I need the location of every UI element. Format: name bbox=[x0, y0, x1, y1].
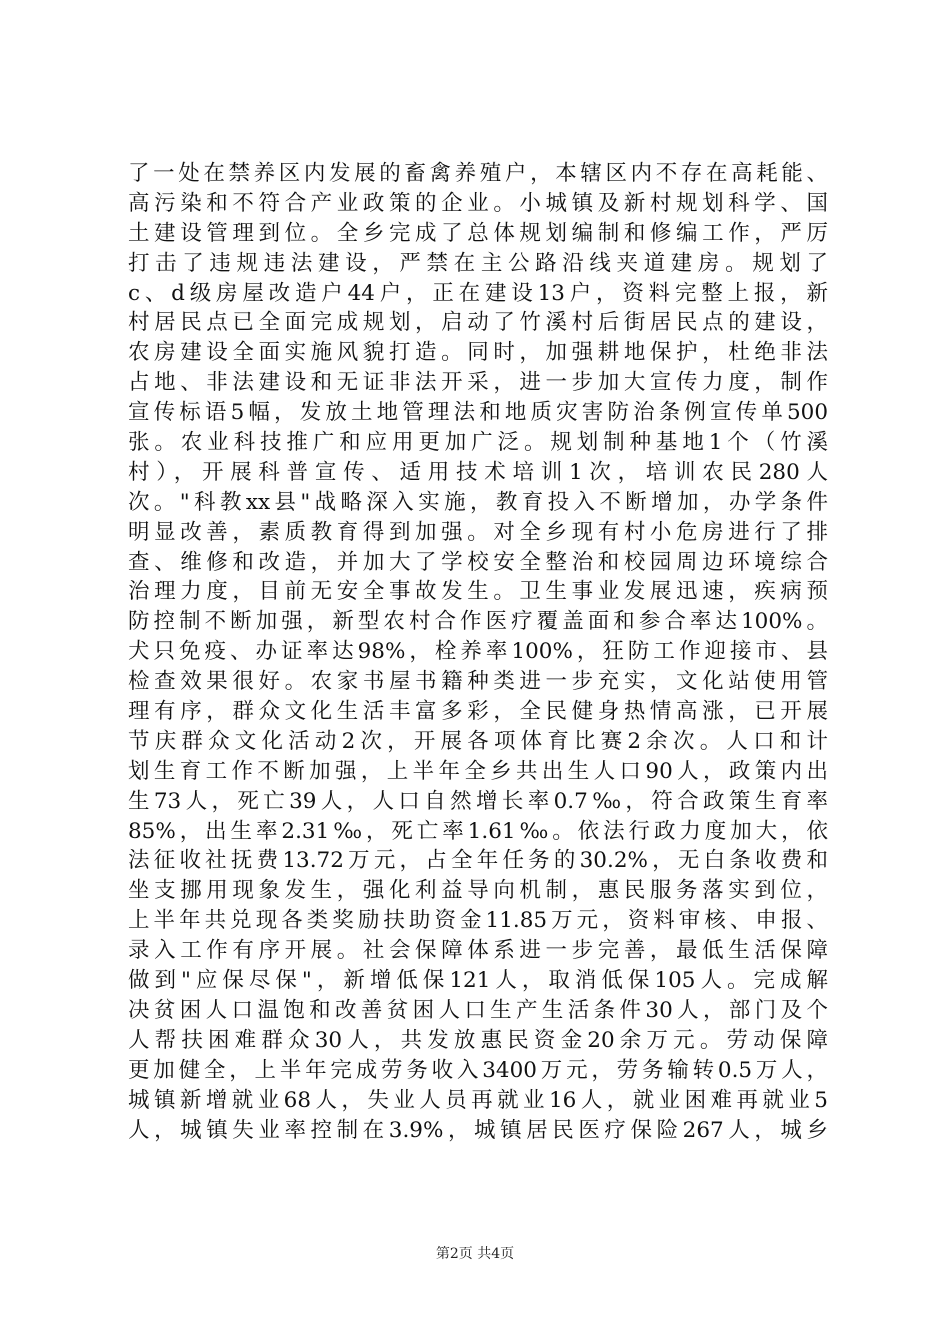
text-line: 上半年共兑现各类奖励扶助资金11.85万元，资料审核、申报、 bbox=[128, 908, 828, 934]
text-line: 明显改善，素质教育得到加强。对全乡现有村小危房进行了排 bbox=[128, 519, 828, 545]
text-line: 查、维修和改造，并加大了学校安全整治和校园周边环境综合 bbox=[128, 549, 828, 575]
text-line: 高污染和不符合产业政策的企业。小城镇及新村规划科学、国 bbox=[128, 190, 828, 216]
text-line: 犬只免疫、办证率达98%，栓养率100%，狂防工作迎接市、县 bbox=[128, 639, 828, 665]
text-line: 录入工作有序开展。社会保障体系进一步完善，最低生活保障 bbox=[128, 938, 828, 964]
text-line: 法征收社抚费13.72万元，占全年任务的30.2%，无白条收费和 bbox=[128, 848, 828, 874]
text-line: c、d级房屋改造户44户，正在建设13户，资料完整上报，新 bbox=[128, 280, 828, 306]
text-line: 治理力度，目前无安全事故发生。卫生事业发展迅速，疾病预 bbox=[128, 579, 828, 605]
text-line: 决贫困人口温饱和改善贫困人口生产生活条件30人，部门及个 bbox=[128, 997, 828, 1023]
page-footer: 第2页 共4页 bbox=[435, 1246, 515, 1262]
text-line: 85%，出生率2.31‰，死亡率1.61‰。依法行政力度加大，依 bbox=[128, 818, 828, 844]
text-line: 土建设管理到位。全乡完成了总体规划编制和修编工作，严厉 bbox=[128, 220, 828, 246]
text-line: 打击了违规违法建设，严禁在主公路沿线夹道建房。规划了 bbox=[128, 250, 828, 276]
text-line: 宣传标语5幅，发放土地管理法和地质灾害防治条例宣传单500 bbox=[128, 400, 828, 426]
text-line: 划生育工作不断加强，上半年全乡共出生人口90人，政策内出 bbox=[128, 758, 828, 784]
text-line: 人帮扶困难群众30人，共发放惠民资金20余万元。劳动保障 bbox=[128, 1027, 828, 1053]
text-line: 生73人，死亡39人，人口自然增长率0.7‰，符合政策生育率 bbox=[128, 788, 828, 814]
text-line: 理有序，群众文化生活丰富多彩，全民健身热情高涨，已开展 bbox=[128, 699, 828, 725]
text-line: 占地、非法建设和无证非法开采，进一步加大宣传力度，制作 bbox=[128, 370, 828, 396]
text-line: 做到"应保尽保"，新增低保121人，取消低保105人。完成解 bbox=[128, 968, 828, 994]
text-line: 防控制不断加强，新型农村合作医疗覆盖面和参合率达100%。 bbox=[128, 609, 828, 635]
text-line: 人，城镇失业率控制在3.9%，城镇居民医疗保险267人，城乡 bbox=[128, 1117, 828, 1143]
text-line: 坐支挪用现象发生，强化利益导向机制，惠民服务落实到位， bbox=[128, 878, 828, 904]
text-line: 村居民点已全面完成规划，启动了竹溪村后街居民点的建设， bbox=[128, 310, 828, 336]
body-text bbox=[128, 159, 828, 1145]
text-line: 农房建设全面实施风貌打造。同时，加强耕地保护，杜绝非法 bbox=[128, 340, 828, 366]
text-line: 城镇新增就业68人，失业人员再就业16人，就业困难再就业5 bbox=[128, 1087, 828, 1113]
text-line: 了一处在禁养区内发展的畜禽养殖户，本辖区内不存在高耗能、 bbox=[128, 161, 828, 186]
text-line: 更加健全，上半年完成劳务收入3400万元，劳务输转0.5万人， bbox=[128, 1057, 828, 1083]
text-line: 节庆群众文化活动2次，开展各项体育比赛2余次。人口和计 bbox=[128, 728, 828, 754]
text-line: 张。农业科技推广和应用更加广泛。规划制种基地1个（竹溪 bbox=[128, 430, 828, 456]
text-line: 村），开展科普宣传、适用技术培训1次，培训农民280人 bbox=[128, 459, 828, 485]
text-line: 次。"科教xx县"战略深入实施，教育投入不断增加，办学条件 bbox=[128, 489, 828, 515]
text-line: 检查效果很好。农家书屋书籍种类进一步充实，文化站使用管 bbox=[128, 669, 828, 695]
